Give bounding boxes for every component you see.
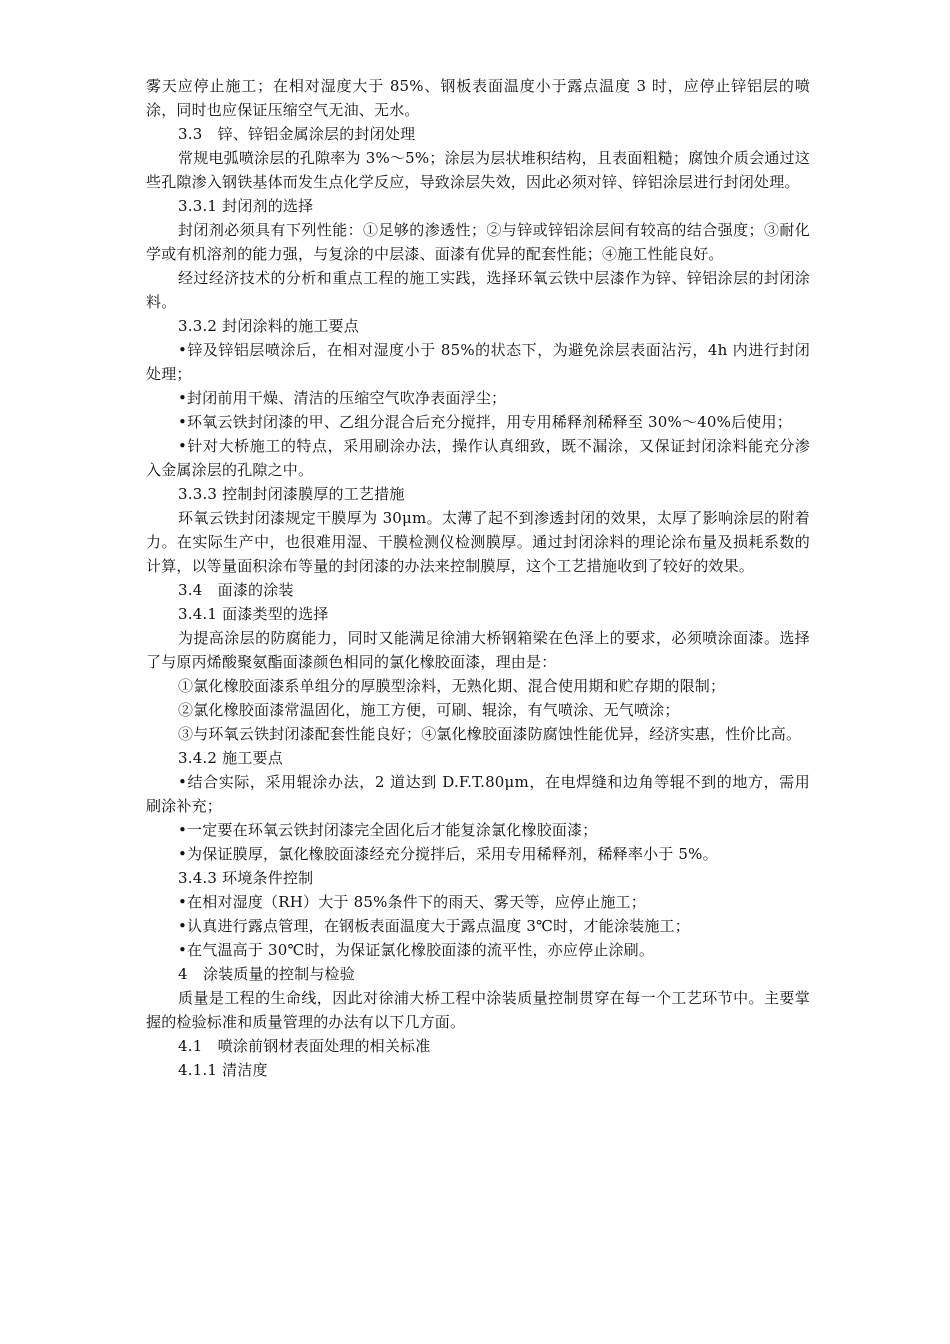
body-paragraph: •在气温高于 30℃时，为保证氯化橡胶面漆的流平性，亦应停止涂刷。 (178, 941, 655, 959)
body-paragraph: •一定要在环氧云铁封闭漆完全固化后才能复涂氯化橡胶面漆； (178, 821, 598, 839)
section-heading: 3.3.3 控制封闭漆膜厚的工艺措施 (178, 485, 405, 503)
section-heading: 3.3.1 封闭剂的选择 (178, 197, 314, 215)
section-heading: 3.4.2 施工要点 (178, 749, 283, 767)
body-paragraph: 经过经济技术的分析和重点工程的施工实践，选择环氧云铁中层漆作为锌、锌铝涂层的封闭涂料。 (146, 269, 810, 311)
body-paragraph: 雾天应停止施工；在相对湿度大于 85%、钢板表面温度小于露点温度 3 时，应停止锌铝层的喷涂，同时也应保证压缩空气无油、无水。 (146, 77, 810, 119)
body-paragraph: ①氯化橡胶面漆系单组分的厚膜型涂料，无熟化期、混合使用期和贮存期的限制； (178, 677, 726, 695)
section-heading: 3.4.3 环境条件控制 (178, 869, 314, 887)
section-heading: 3.4.1 面漆类型的选择 (178, 605, 329, 623)
body-paragraph: ③与环氧云铁封闭漆配套性能良好；④氯化橡胶面漆防腐蚀性能优异，经济实惠，性价比高。 (178, 725, 802, 743)
body-paragraph: 质量是工程的生命线，因此对徐浦大桥工程中涂装质量控制贯穿在每一个工艺环节中。主要掌握的检验标准和质量管理的办法有以下几方面。 (146, 989, 810, 1031)
section-heading: 4.1 喷涂前钢材表面处理的相关标准 (178, 1037, 431, 1055)
body-paragraph: 常规电弧喷涂层的孔隙率为 3%～5%；涂层为层状堆积结构，且表面粗糙；腐蚀介质会通过这些孔隙渗入钢铁基体而发生点化学反应，导致涂层失效，因此必须对锌、锌铝涂层进行封闭处理。 (146, 149, 810, 191)
body-paragraph: 为提高涂层的防腐能力，同时又能满足徐浦大桥钢箱梁在色泽上的要求，必须喷涂面漆。选择了与原丙烯酸聚氨酯面漆颜色相同的氯化橡胶面漆，理由是： (146, 629, 810, 671)
section-heading: 4.1.1 清洁度 (178, 1061, 268, 1079)
section-heading: 3.3 锌、锌铝金属涂层的封闭处理 (178, 125, 416, 143)
document-body (146, 74, 810, 1082)
body-paragraph: 环氧云铁封闭漆规定干膜厚为 30μm。太薄了起不到渗透封闭的效果，太厚了影响涂层的附着力。在实际生产中，也很难用湿、干膜检测仪检测膜厚。通过封闭涂料的理论涂布量及损耗系数的计算，以等量面积涂布等量的封闭漆的办法来控制膜厚，这个工艺措施收到了较好的效果。 (146, 509, 810, 575)
body-paragraph: •锌及锌铝层喷涂后，在相对湿度小于 85%的状态下，为避免涂层表面沾污，4h 内进行封闭处理； (146, 341, 810, 383)
body-paragraph: •在相对湿度（RH）大于 85%条件下的雨天、雾天等，应停止施工； (178, 893, 646, 911)
body-paragraph: 封闭剂必须具有下列性能：①足够的渗透性；②与锌或锌铝涂层间有较高的结合强度；③耐化学或有机溶剂的能力强，与复涂的中层漆、面漆有优异的配套性能；④施工性能良好。 (146, 221, 810, 263)
body-paragraph: •结合实际，采用辊涂办法，2 道达到 D.F.T.80μm，在电焊缝和边角等辊不到的地方，需用刷涂补充； (146, 773, 810, 815)
body-paragraph: •封闭前用干燥、清洁的压缩空气吹净表面浮尘； (178, 389, 507, 407)
section-heading: 3.4 面漆的涂装 (178, 581, 294, 599)
body-paragraph: •为保证膜厚，氯化橡胶面漆经充分搅拌后，采用专用稀释剂，稀释率小于 5%。 (178, 845, 718, 863)
section-heading: 3.3.2 封闭涂料的施工要点 (178, 317, 359, 335)
body-paragraph: •针对大桥施工的特点，采用刷涂办法，操作认真细致，既不漏涂，又保证封闭涂料能充分渗入金属涂层的孔隙之中。 (146, 437, 810, 479)
body-paragraph: ②氯化橡胶面漆常温固化，施工方便，可刷、辊涂，有气喷涂、无气喷涂； (178, 701, 680, 719)
section-heading: 4 涂装质量的控制与检验 (178, 965, 355, 983)
body-paragraph: •认真进行露点管理，在钢板表面温度大于露点温度 3℃时，才能涂装施工； (178, 917, 690, 935)
body-paragraph: •环氧云铁封闭漆的甲、乙组分混合后充分搅拌，用专用稀释剂稀释至 30%～40%后使用； (178, 413, 792, 431)
